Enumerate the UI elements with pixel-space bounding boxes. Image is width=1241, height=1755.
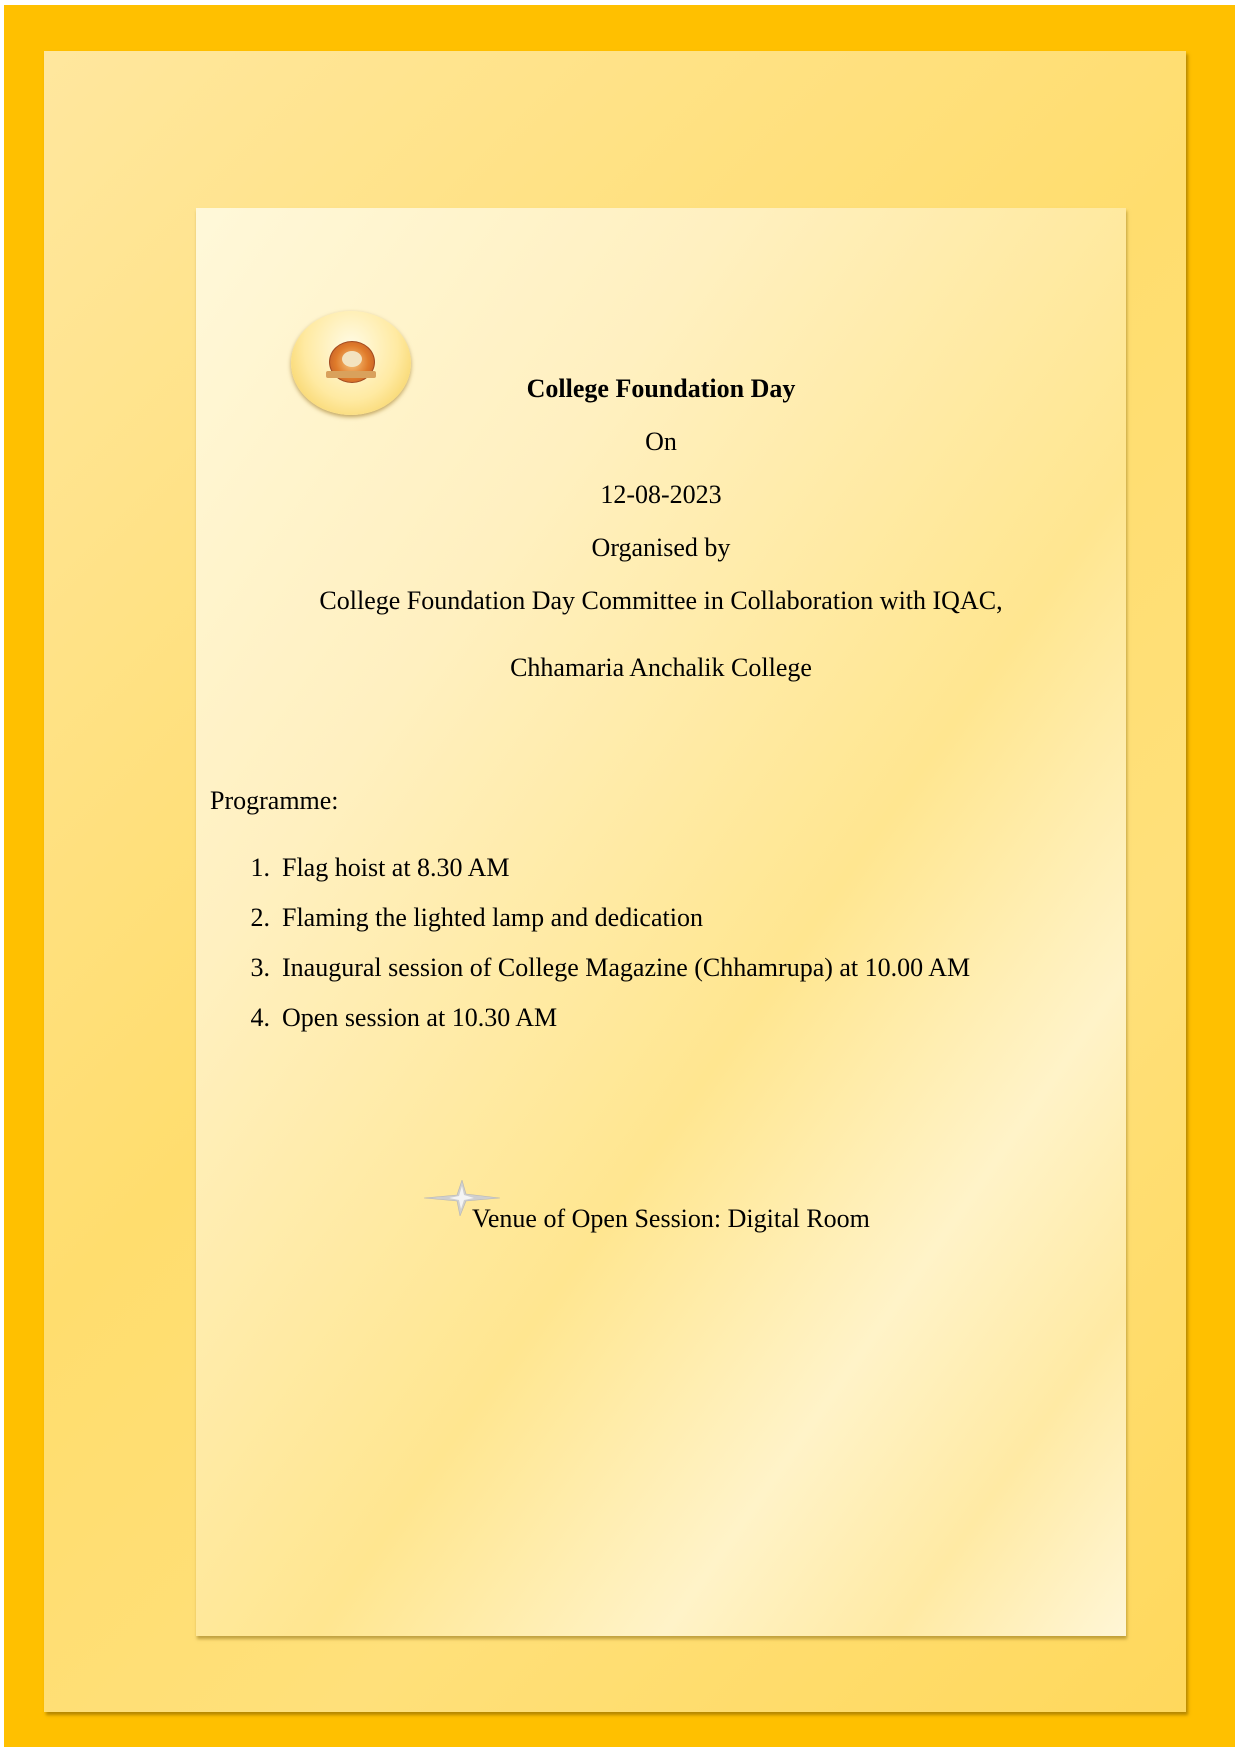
list-item (242, 903, 970, 953)
venue-text: Venue of Open Session: Digital Room (472, 1204, 870, 1233)
item-number: 1. (250, 853, 270, 882)
programme-heading: Programme: (210, 786, 339, 815)
event-title: College Foundation Day (526, 374, 796, 403)
invitation-card (196, 208, 1126, 1636)
list-item (242, 1003, 970, 1053)
list-item (242, 853, 970, 903)
organiser-committee: College Foundation Day Committee in Collaboration with IQAC, (319, 586, 1003, 615)
on-label: On (645, 427, 677, 456)
item-text: Open session at 10.30 AM (282, 1003, 558, 1032)
event-date: 12-08-2023 (600, 480, 722, 509)
item-number: 3. (250, 953, 270, 982)
emblem-center (342, 351, 362, 367)
college-name: Chhamaria Anchalik College (510, 653, 812, 682)
item-text: Flaming the lighted lamp and dedication (282, 903, 703, 932)
page-frame (4, 5, 1235, 1747)
item-text: Inaugural session of College Magazine (Chhamrupa) at 10.00 AM (282, 953, 971, 982)
item-text: Flag hoist at 8.30 AM (282, 853, 510, 882)
item-number: 2. (250, 903, 270, 932)
organised-by-label: Organised by (591, 533, 731, 562)
item-number: 4. (250, 1003, 270, 1032)
list-item (242, 953, 970, 1003)
programme-list (242, 853, 970, 1053)
outer-panel (44, 51, 1186, 1712)
